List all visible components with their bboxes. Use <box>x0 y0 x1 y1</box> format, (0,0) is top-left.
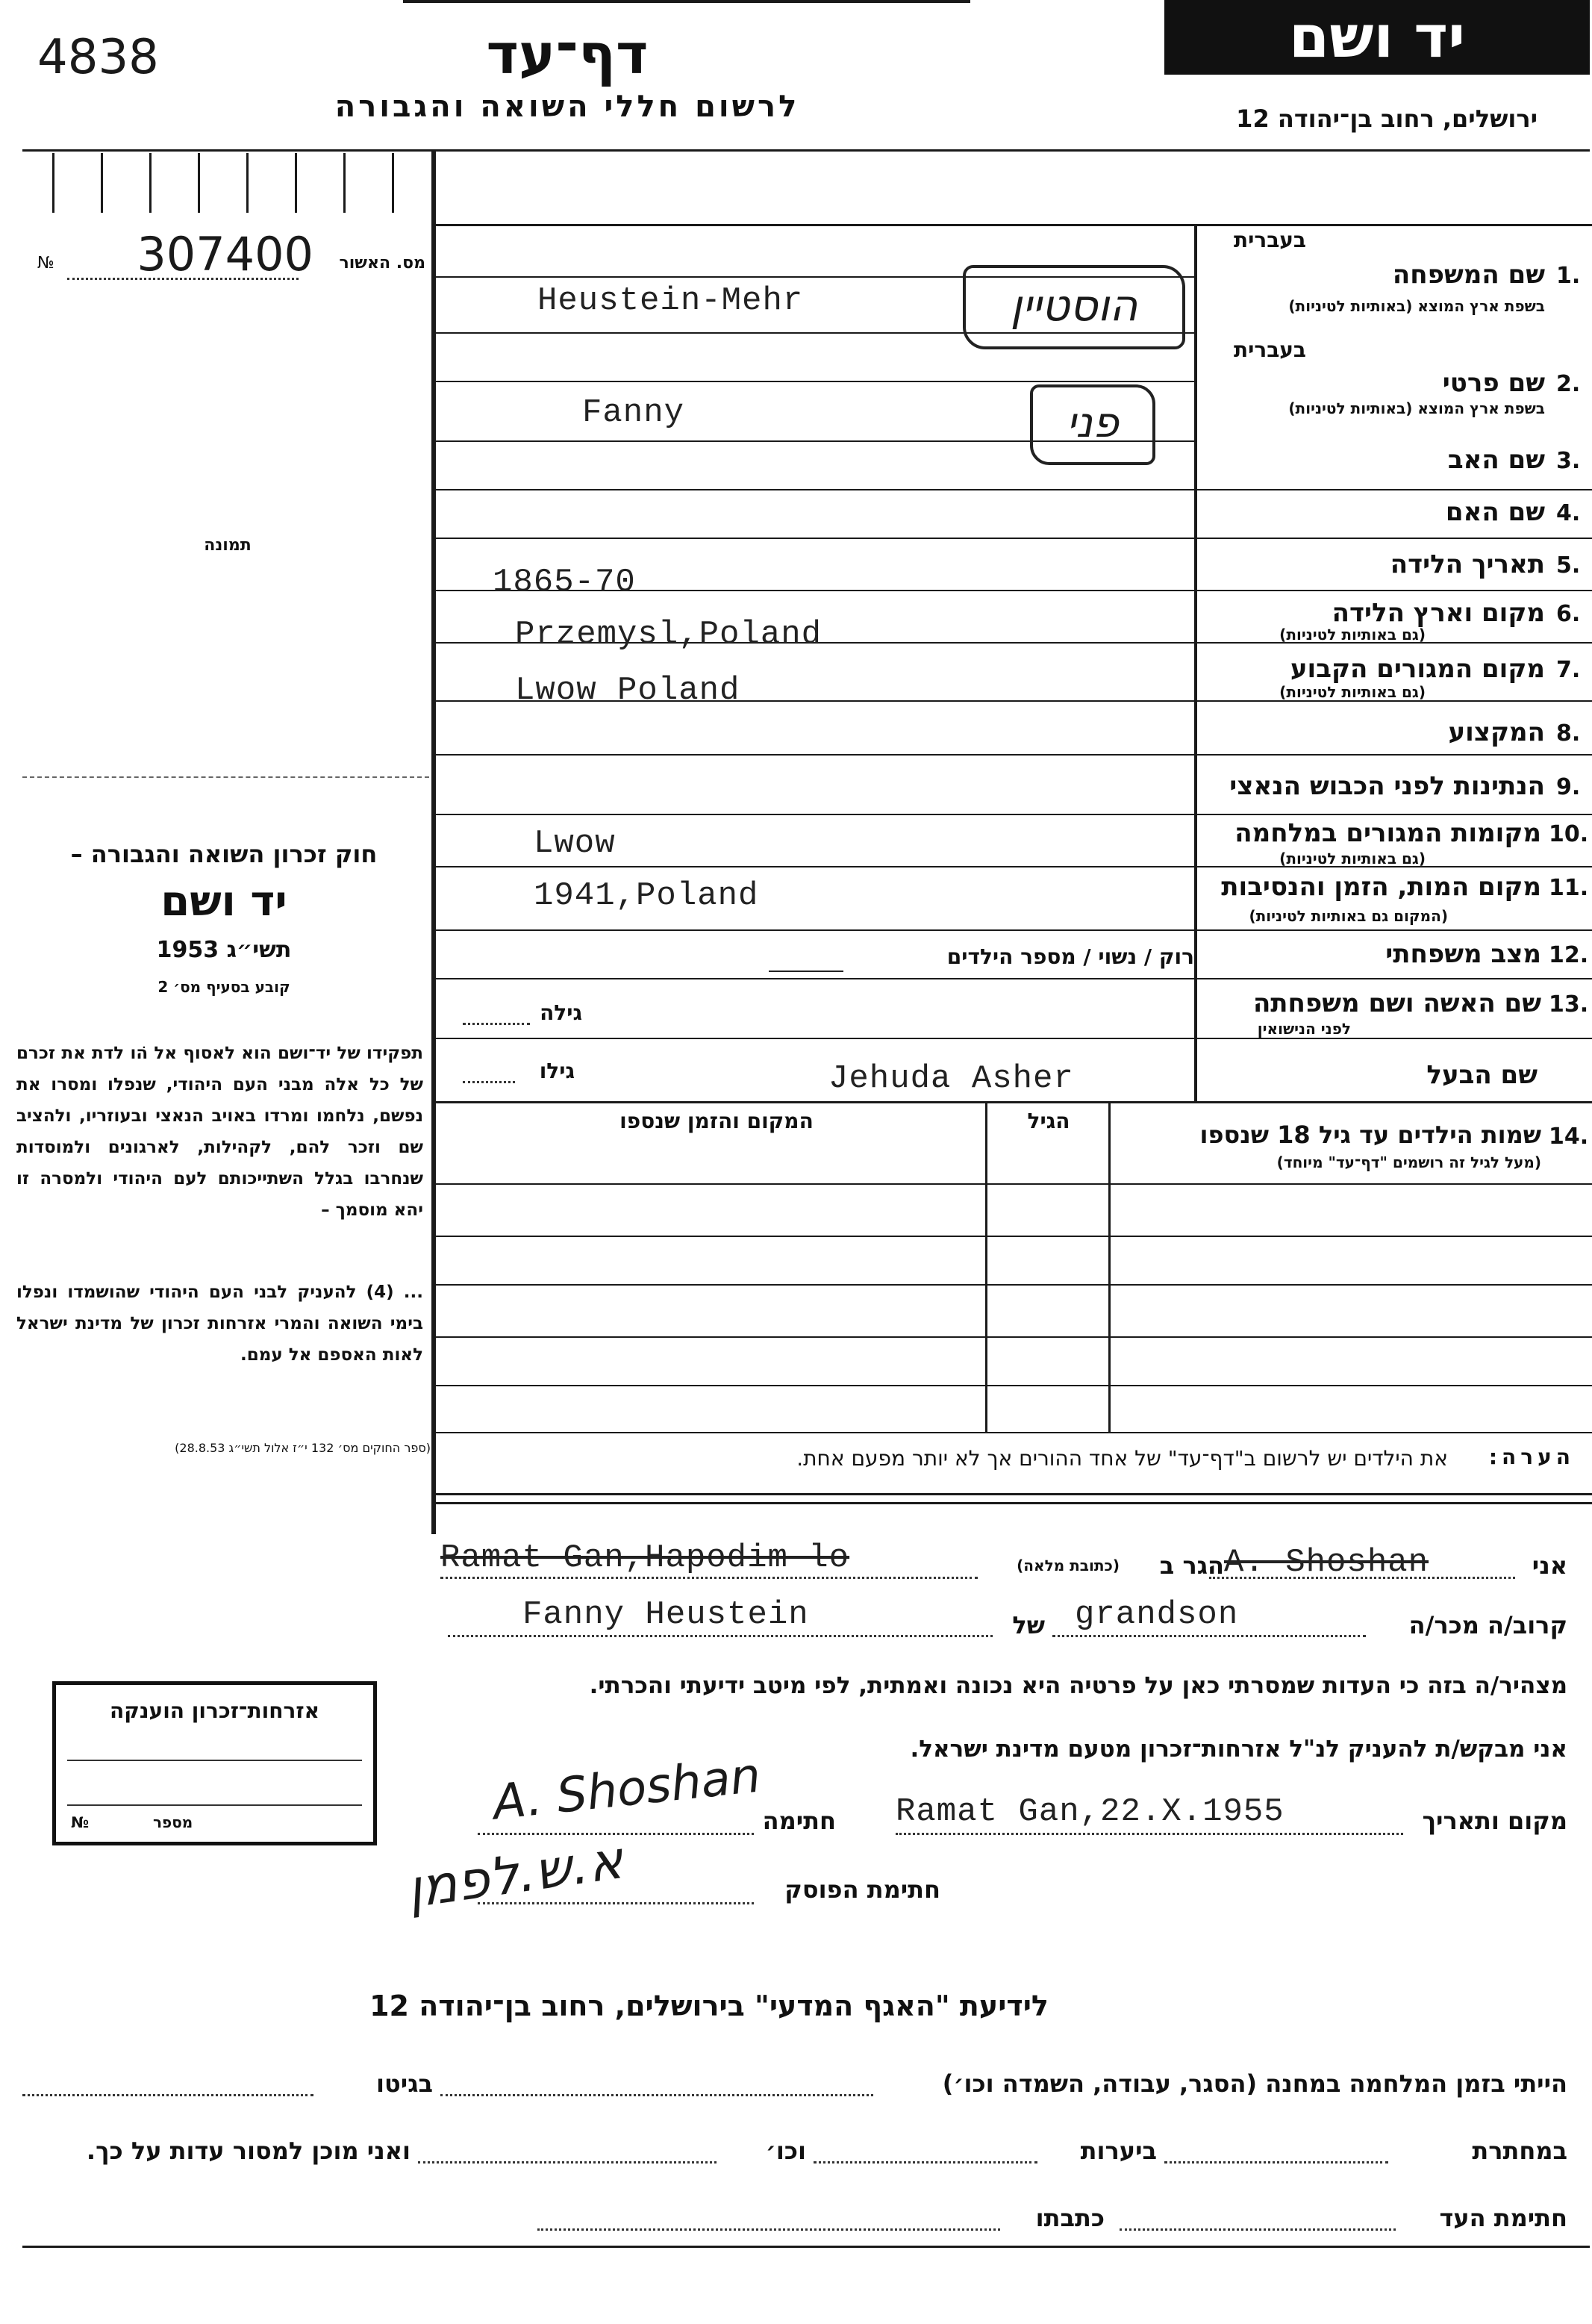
signature-label: חתימה <box>762 1807 836 1835</box>
husband-age-line <box>463 1081 515 1083</box>
footer-line2-etc: וכו׳ <box>765 2137 806 2165</box>
photo-label: תמונה <box>204 536 252 555</box>
law-title: חוק זכרון השואה והגבורה – <box>70 840 378 868</box>
relative-label: קרוב/ה מכר/ה <box>1408 1611 1567 1639</box>
citizenship-number-label: מספר <box>153 1813 193 1831</box>
field-11-sub: (המקום גם באותיות לטיניות) <box>1249 907 1448 925</box>
field-12-children-underline <box>769 971 843 972</box>
archive-number: 4838 <box>37 30 159 85</box>
field-11-number: 11. <box>1549 875 1589 901</box>
official-signature: א.ש.לפמן <box>403 1829 627 1920</box>
field-1-value: Heustein-Mehr <box>537 282 804 320</box>
field-10-value: Lwow <box>534 825 616 862</box>
form-bottom-rule-2 <box>434 1502 1592 1504</box>
reference-number-block <box>30 227 433 281</box>
field-2-hebrew-handwritten: פני <box>1030 384 1155 465</box>
hebrew-label-2: בעברית <box>1233 337 1306 362</box>
note-text: את הילדים יש לרשום ב"דף־עד" של אחד ההורים אך לא יותר מפעם אחת. <box>796 1446 1448 1471</box>
footer-bottom-rule <box>22 2246 1590 2248</box>
field-1-hebrew-handwritten: הוסטיין <box>963 265 1185 349</box>
field-2-sub: בשפת ארץ המוצא (באותיות לטיניות) <box>1288 399 1545 417</box>
law-clause: קובע בסעיף מס׳ 2 <box>157 978 290 996</box>
subject-name-line <box>448 1635 993 1637</box>
field-5-label: תאריך הלידה <box>1390 549 1545 579</box>
witness-signature: A. Shoshan <box>490 1748 764 1831</box>
husband-value: Jehuda Asher <box>828 1060 1074 1097</box>
footer-line3-signature-field <box>1120 2228 1396 2231</box>
statement-1: מצהיר/ה בזה כי העדות שמסרתי כאן על פרטיה היא נכונה ואמתית, לפי מיטב ידיעתי והכרתי. <box>589 1672 1567 1699</box>
reference-number: 307400 <box>137 227 313 281</box>
law-text-2: ... (4) להעניק לבני העם היהודי שהושמדו ונפלו בימי השואה והמרי אזרחות זכרון של מדינת ישראל לאות האספם אל עמם. <box>16 1283 424 1365</box>
law-year: תשי״ג 1953 <box>156 937 292 963</box>
field-7-sub: (גם באותיות לטיניות) <box>1279 683 1426 701</box>
field-9-label: הנתינות לפני הכבוש הנאצי <box>1229 771 1545 801</box>
law-name: יד ושם <box>160 877 287 926</box>
witness-address: Ramat Gan,Hapodim lo <box>440 1539 850 1577</box>
field-13-number: 13. <box>1549 991 1589 1018</box>
law-text-1: תפקידו של יד־ושם הוא לאסוף אל הוׁ לדת את זכרם של כל אלה מבני העם היהודי, שנפלו ומסרו את נפשם, נלחמו ומרדו באויב הנאצי ובעוזריו, ולהציב שם וזכר להם, לקהילות, לארגונים ולמוסדות שנחרבו בגלל השתייכותם לעם היהודי ולמסרה זו יהא מוסמך – <box>16 1044 423 1220</box>
witness-name-line <box>1209 1577 1515 1579</box>
field-14-label: שמות הילדים עד גיל 18 שנספו <box>1199 1121 1541 1149</box>
field-2-label: שם פרטי <box>1442 368 1545 398</box>
field-10-sub: (גם באותיות לטיניות) <box>1279 850 1426 867</box>
reference-label: מס. האשור <box>339 254 425 272</box>
form-bottom-rule <box>434 1493 1592 1495</box>
field-10-label: מקומות המגורים במלחמה <box>1234 818 1541 848</box>
field-2-value: Fanny <box>582 394 685 432</box>
field-12-options: רוק / נשוי / מספר הילדים <box>946 944 1194 969</box>
note-block <box>448 1445 1575 1482</box>
header-divider <box>22 149 1590 152</box>
field-4-number: 4. <box>1556 500 1581 526</box>
field-4-label: שם האם <box>1445 497 1545 527</box>
field-7-number: 7. <box>1556 657 1581 683</box>
field-5-value: 1865-70 <box>493 564 636 601</box>
relation-value: grandson <box>1075 1596 1239 1633</box>
field-11-label: מקום המות, הזמן והנסיבות <box>1221 872 1541 902</box>
field-1-number: 1. <box>1556 263 1581 289</box>
field-3-number: 3. <box>1556 448 1581 474</box>
of-label: של <box>1012 1611 1045 1639</box>
field-9-number: 9. <box>1556 774 1581 800</box>
husband-age-label: גילו <box>539 1059 575 1083</box>
footer-line1-ghetto: בגיטו <box>376 2069 433 2098</box>
left-column-rule <box>431 149 436 1534</box>
field-1-label: שם המשפחה <box>1392 260 1545 290</box>
field-6-sub: (גם באותיות לטיניות) <box>1279 626 1426 644</box>
official-signature-label: חתימת הפוסק <box>784 1875 940 1904</box>
field-label-rule <box>1194 224 1197 1101</box>
place-date-value: Ramat Gan,22.X.1955 <box>896 1793 1284 1831</box>
field-11-value: 1941,Poland <box>534 877 759 915</box>
field-6-number: 6. <box>1556 601 1581 627</box>
law-source: (ספר החוקים מס׳ 132 י״ז אלול תשי״ג 28.8.53) <box>175 1441 431 1455</box>
field-3-label: שם האב <box>1447 445 1545 475</box>
citizenship-number-prefix: № <box>71 1813 90 1831</box>
official-signature-line <box>478 1902 754 1904</box>
field-8-label: המקצוע <box>1448 717 1545 747</box>
citizenship-box <box>52 1681 377 1845</box>
hebrew-label-1: בעברית <box>1233 228 1306 252</box>
witness-name: A. Shoshan <box>1224 1544 1429 1581</box>
relation-line <box>1052 1635 1366 1637</box>
field-13-label: שם האשה ושם משפחתה <box>1252 988 1541 1018</box>
footer-line3-address-field <box>537 2228 1000 2231</box>
field-6-label: מקום וארץ הלידה <box>1332 598 1545 628</box>
place-date-label: מקום ותאריך <box>1422 1807 1567 1835</box>
top-border <box>403 0 970 3</box>
field-12-label: מצב משפחתי <box>1385 939 1541 969</box>
footer-line2-ready: ואני מוכן למסור עדות על כך. <box>86 2137 411 2165</box>
reference-underline <box>67 278 299 280</box>
yad-vashem-logo: יד ושם <box>1164 0 1590 75</box>
footer-line2-underground: במחתרת <box>1472 2137 1567 2165</box>
footer-line1-ghetto-field <box>22 2094 313 2096</box>
field-7-value: Lwow Poland <box>515 672 740 709</box>
field-7-label: מקום המגורים הקבוע <box>1290 654 1545 684</box>
field-13-sub: לפני הנישואין <box>1257 1020 1351 1038</box>
photo-box-bottom <box>22 776 429 778</box>
footer-line3-address: כתבתו <box>1035 2204 1105 2232</box>
field-8-number: 8. <box>1556 720 1581 747</box>
declaration-i: אני <box>1532 1551 1567 1580</box>
field-12-number: 12. <box>1549 942 1589 968</box>
field-10-number: 10. <box>1549 821 1589 847</box>
form-subtitle: לרשום חללי השואה והגבורה <box>334 90 800 124</box>
field-2-number: 2. <box>1556 371 1581 397</box>
residing-label: הגר ב <box>1159 1551 1224 1580</box>
note-label: הערה: <box>1488 1445 1575 1469</box>
citizenship-title: אזרחות־זכרון הוענקה <box>110 1698 319 1723</box>
footer-line3-signature: חתימת העד <box>1439 2204 1567 2232</box>
field-6-value: Przemysl,Poland <box>515 616 822 653</box>
form-top-rule <box>431 224 1592 226</box>
header-address: ירושלים, רחוב בן־יהודה 12 <box>1236 105 1538 133</box>
field-14-number: 14. <box>1549 1124 1589 1150</box>
address-hint: (כתובת מלאה) <box>1017 1557 1120 1574</box>
form-title: דף־עד <box>486 22 649 87</box>
field-14-sub: (מעל לגיל זה רושמים "דף־עד" מיוחד) <box>1276 1153 1541 1171</box>
footer-line2-etc-field <box>418 2161 717 2163</box>
witness-address-line <box>440 1577 978 1579</box>
children-col-age: הגיל <box>1027 1109 1070 1133</box>
reference-prefix: № <box>37 254 54 272</box>
footer-line2-underground-field <box>1164 2161 1388 2163</box>
husband-label: שם הבעל <box>1426 1060 1538 1090</box>
subject-name: Fanny Heustein <box>522 1596 809 1633</box>
footer-line2-forests: ביערות <box>1080 2137 1157 2165</box>
statement-2: אני מבקש/ת להעניק לנ"ל אזרחות־זכרון מטעם מדינת ישראל. <box>910 1736 1567 1763</box>
footer-line2-forests-field <box>814 2161 1037 2163</box>
field-1-sub: בשפת ארץ המוצא (באותיות לטיניות) <box>1288 297 1545 315</box>
footer-line1-camp-field <box>440 2094 873 2096</box>
footer-title: לידיעת "האגף המדעי" בירושלים, רחוב בן־יהודה 12 <box>369 1990 1049 2022</box>
wife-age-line <box>463 1023 530 1025</box>
children-col-place: המקום והזמן שנספו <box>619 1109 814 1133</box>
wife-age-label: גילה <box>540 1000 582 1025</box>
footer-line1-camp: הייתי בזמן המלחמה במחנה (הסגר, עבודה, השמדה וכו׳) <box>942 2069 1567 2098</box>
field-5-number: 5. <box>1556 552 1581 579</box>
place-date-line <box>896 1833 1403 1835</box>
